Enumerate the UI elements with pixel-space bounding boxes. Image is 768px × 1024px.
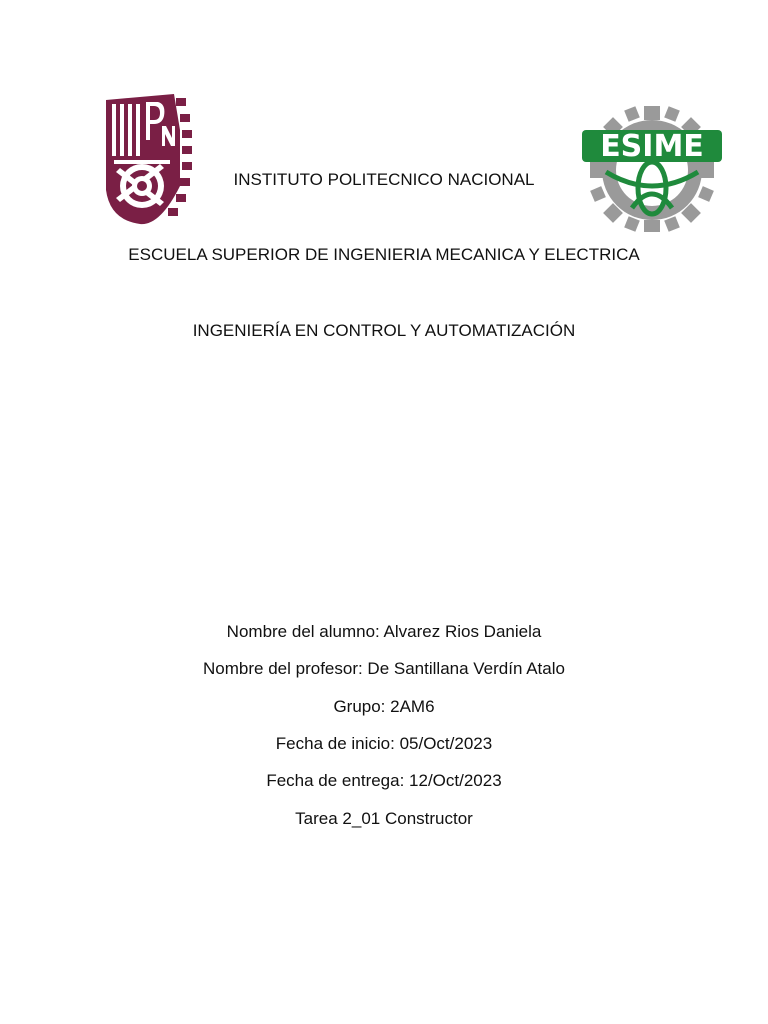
esime-logo-text: ESIME <box>600 129 704 164</box>
student-name: Nombre del alumno: Alvarez Rios Daniela <box>226 622 542 641</box>
program-name: INGENIERÍA EN CONTROL Y AUTOMATIZACIÓN <box>192 321 576 340</box>
school-name: ESCUELA SUPERIOR DE INGENIERIA MECANICA Y ELECTRICA <box>128 245 640 264</box>
institute-name: INSTITUTO POLITECNICO NACIONAL <box>233 170 535 189</box>
start-date: Fecha de inicio: 05/Oct/2023 <box>275 734 493 753</box>
group: Grupo: 2AM6 <box>333 697 435 716</box>
professor-name: Nombre del profesor: De Santillana Verdín Atalo <box>203 659 565 678</box>
esime-logo-icon <box>582 104 722 232</box>
due-date: Fecha de entrega: 12/Oct/2023 <box>266 771 502 790</box>
ipn-logo-icon <box>100 90 194 230</box>
assignment-title: Tarea 2_01 Constructor <box>295 809 473 828</box>
